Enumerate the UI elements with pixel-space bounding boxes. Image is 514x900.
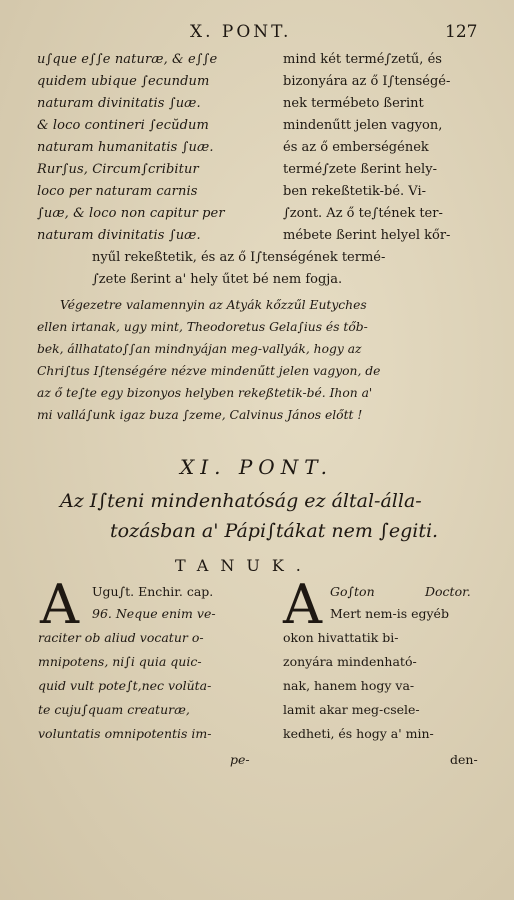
- hungarian-quote-first-word: Go∫ton: [330, 584, 375, 599]
- paragraph-line-6: mi vallá∫unk igaz buza ∫zeme, Calvinus János előtt !: [37, 408, 363, 422]
- latin-line-9: naturam divinitatis ∫uæ.: [37, 228, 201, 243]
- hungarian-line-7: ben rekeßtetik-bé. Vi-: [283, 184, 427, 199]
- latin-quote-line-2: 96. Neque enim ve-: [92, 606, 216, 621]
- paragraph-line-4: Chri∫tus I∫tenségére nézve mindenűtt jelen vagyon, de: [37, 364, 381, 378]
- latin-quote-line-3: raciter ob aliud vocatur o-: [38, 630, 204, 645]
- paragraph-line-5: az ő te∫te egy bizonyos helyben rekeßtetik-bé. Ihon a': [37, 386, 373, 400]
- section-heading: XI. PONT.: [180, 455, 333, 479]
- continuation-line-2: ∫zete ßerint a' hely űtet bé nem fogja.: [92, 272, 343, 287]
- paragraph-line-2: ellen irtanak, ugy mint, Theodoretus Gela∫ius és tőb-: [37, 320, 368, 334]
- page-number: 127: [445, 22, 478, 42]
- hungarian-line-9: mébete ßerint helyel kőr-: [283, 228, 451, 243]
- hungarian-line-3: nek termébeto ßerint: [283, 96, 424, 111]
- running-header: X. PONT.: [190, 22, 292, 42]
- latin-line-8: ∫uæ, & loco non capitur per: [37, 206, 225, 221]
- hungarian-quote-first-tail: Doctor.: [425, 584, 471, 599]
- hungarian-line-8: ∫zont. Az ő te∫tének ter-: [283, 206, 443, 221]
- latin-quote-line-6: te cuju∫quam creaturæ,: [38, 702, 190, 717]
- continuation-line-1: nyűl rekeßtetik, és az ő I∫tenségének termé-: [92, 250, 386, 265]
- hungarian-line-5: és az ő emberségének: [283, 140, 429, 155]
- hungarian-quote-line-2: okon hivattatik bi-: [283, 630, 399, 645]
- hungarian-quote-line-6: kedheti, és hogy a' min-: [283, 726, 434, 741]
- latin-quote-line-4: mnipotens, ni∫i quia quic-: [38, 654, 202, 669]
- section-title-line-1: Az I∫teni mindenhatóság ez által-álla-: [60, 490, 422, 512]
- hungarian-line-4: mindenűtt jelen vagyon,: [283, 118, 443, 133]
- hungarian-catchword: den-: [450, 752, 478, 767]
- latin-quote-line-5: quid vult pote∫t,nec volŭta-: [38, 678, 212, 693]
- dropcap-right: A: [283, 573, 322, 636]
- latin-quote-line-1: Ugu∫t. Enchir. cap.: [92, 584, 214, 599]
- latin-line-3: naturam divinitatis ∫uæ.: [37, 96, 201, 111]
- witnesses-heading: TANUK.: [175, 556, 313, 575]
- latin-quote-line-7: voluntatis omnipotentis im-: [38, 726, 212, 741]
- latin-line-5: naturam humanitatis ∫uæ.: [37, 140, 214, 155]
- hungarian-quote-line-3: zonyára mindenható-: [283, 654, 417, 669]
- latin-line-4: & loco contineri ∫ecŭdum: [37, 118, 209, 133]
- section-title-line-2: tozásban a' Pápi∫tákat nem ∫egiti.: [110, 520, 439, 542]
- hungarian-line-6: termé∫zete ßerint hely-: [283, 162, 437, 177]
- latin-line-1: u∫que e∫∫e naturæ, & e∫∫e: [37, 52, 218, 67]
- hungarian-quote-line-5: lamit akar meg-csele-: [283, 702, 420, 717]
- hungarian-quote-line-1: Mert nem-is egyéb: [330, 606, 449, 621]
- hungarian-line-2: bizonyára az ő I∫tenségé-: [283, 74, 451, 89]
- hungarian-quote-line-4: nak, hanem hogy va-: [283, 678, 415, 693]
- latin-catchword: pe-: [230, 752, 250, 767]
- latin-line-6: Rur∫us, Circum∫cribitur: [37, 162, 199, 177]
- paragraph-line-1: Végezetre valamennyin az Atyák kőzzűl Eutyches: [60, 298, 367, 312]
- latin-line-7: loco per naturam carnis: [37, 184, 198, 199]
- dropcap-left: A: [40, 573, 79, 636]
- latin-line-2: quidem ubique ∫ecundum: [37, 74, 210, 89]
- paragraph-line-3: bek, állhatato∫∫an mindnyájan meg-vallyák, hogy az: [37, 342, 362, 356]
- hungarian-line-1: mind két termé∫zetű, és: [283, 52, 442, 67]
